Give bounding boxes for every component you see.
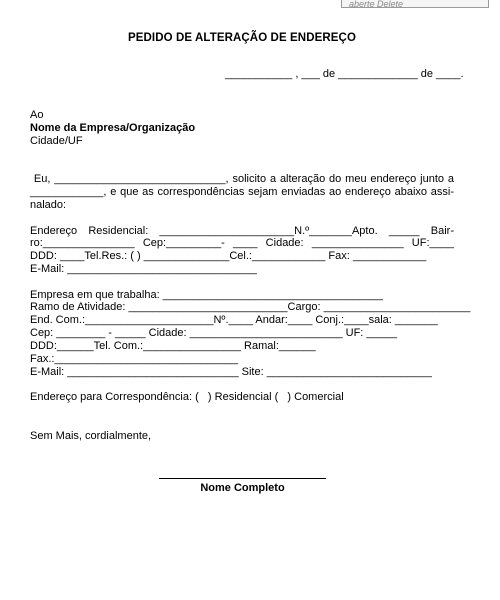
intro-line-2: ____________, e que as correspondências sejam enviadas ao endereço abaixo assi- xyxy=(30,186,454,198)
date-line: ___________ , ___ de _____________ de ____. xyxy=(225,68,464,80)
viewer-toolbar[interactable]: aberte Delete xyxy=(341,0,489,8)
residential-line-1: Endereço Residencial: ______________________N.º_______Apto. _____ Bair- xyxy=(30,225,454,237)
work-fax-line: Fax.:______________________________ xyxy=(30,353,238,365)
residential-email-line: E-Mail: _______________________________ xyxy=(30,263,257,275)
work-company-line: Empresa em que trabalha: ____________________________________ xyxy=(30,289,383,301)
residential-line-2: ro:_______________ Cep:_________- ____ Cidade: _______________ UF:____ xyxy=(30,237,454,249)
recipient-city: Cidade/UF xyxy=(30,135,83,147)
work-cep-line: Cep: ________ - _____ Cidade: _________________________ UF: _____ xyxy=(30,327,397,339)
work-address-line: End. Com.:_____________________Nº.____ Andar:____ Conj.:____sala: _______ xyxy=(30,314,438,326)
work-activity-line: Ramo de Atividade: __________________________Cargo: ________________________ xyxy=(30,301,471,313)
recipient-salutation: Ao xyxy=(30,109,44,121)
document-title: PEDIDO DE ALTERAÇÃO DE ENDEREÇO xyxy=(127,32,356,44)
residential-line-3: DDD: ____Tel.Res.: ( ) ______________Cel.:____________ Fax: ____________ xyxy=(30,250,427,262)
intro-line-1: Eu, ____________________________, solicito a alteração do meu endereço junto a xyxy=(30,173,454,185)
signature-name: Nome Completo xyxy=(200,482,285,494)
signature-line xyxy=(159,478,326,479)
work-phone-line: DDD:______Tel. Com.:________________ Ramal:______ xyxy=(30,340,316,352)
intro-line-3: nalado: xyxy=(30,199,67,211)
closing-text: Sem Mais, cordialmente, xyxy=(30,430,152,442)
work-email-line: E-Mail: ____________________________ Site: ___________________________ xyxy=(30,366,432,378)
correspondence-choice-line: Endereço para Correspondência: ( ) Residencial ( ) Comercial xyxy=(30,391,344,403)
recipient-company: Nome da Empresa/Organização xyxy=(30,122,196,134)
